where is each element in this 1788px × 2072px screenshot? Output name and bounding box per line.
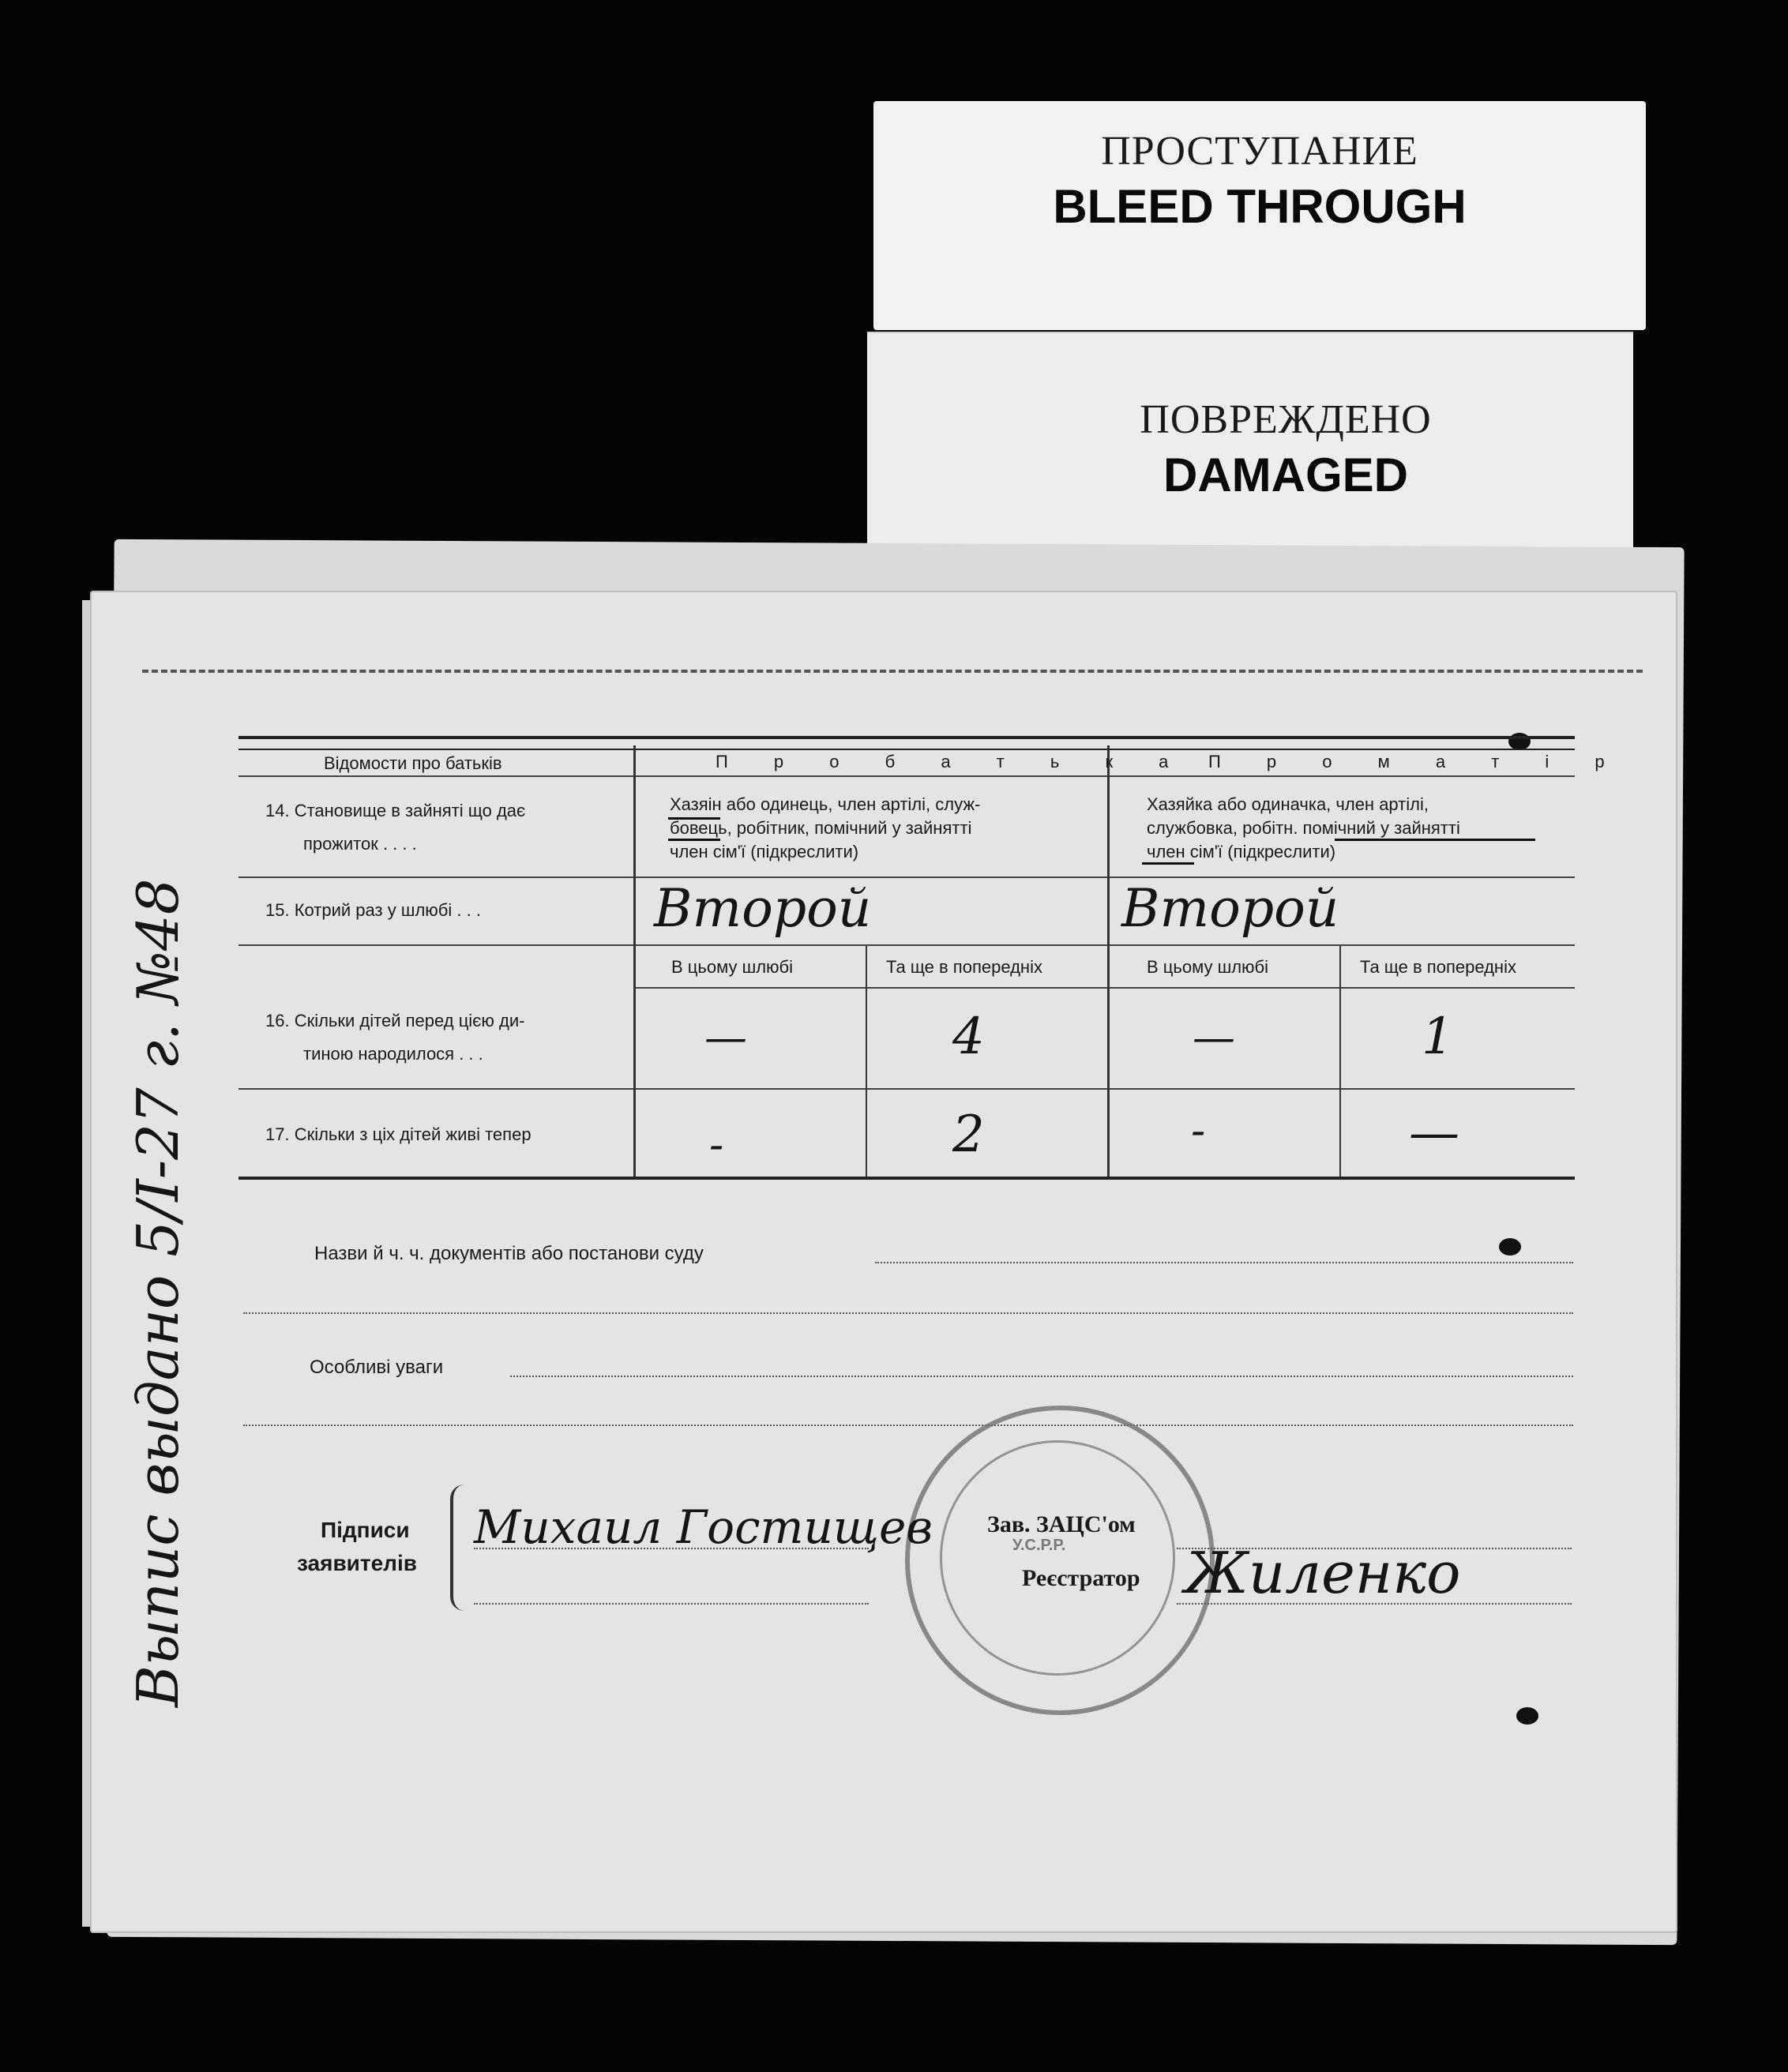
official-stamp bbox=[905, 1406, 1215, 1715]
underline-mark bbox=[1142, 862, 1194, 865]
registrar-label: Реєстратор bbox=[1022, 1565, 1140, 1591]
table-bottom-rule bbox=[239, 1177, 1575, 1180]
stamp-text: У.С.Р.Р. bbox=[1012, 1537, 1066, 1554]
row16-father-this: — bbox=[704, 1012, 747, 1062]
col-divider bbox=[1339, 946, 1341, 1177]
row14-label-cont: прожиток . . . . bbox=[303, 834, 417, 854]
remarks-dotline bbox=[510, 1376, 1573, 1377]
row14-father-line1: Хазяін або одинець, член артілі, служ- bbox=[670, 794, 981, 814]
subheader-mother-prev: Та ще в попередніх bbox=[1360, 957, 1516, 977]
row16-father-prev: 4 bbox=[952, 1008, 985, 1066]
bleed-through-ru: ПРОСТУПАНИЕ bbox=[1101, 129, 1418, 174]
punch-hole bbox=[1499, 1238, 1521, 1256]
row16-label: 16. Скільки дітей перед цією ди- bbox=[265, 1011, 525, 1030]
remarks-label: Особливі уваги bbox=[310, 1357, 444, 1378]
applicant-sign-line-2 bbox=[474, 1603, 869, 1605]
underline-mark bbox=[1335, 839, 1535, 841]
table-top-rule bbox=[239, 736, 1575, 739]
row-divider bbox=[239, 775, 1575, 777]
applicant-signature: Михаил Гостищев bbox=[474, 1500, 933, 1554]
registrar-sign-line bbox=[1177, 1603, 1572, 1605]
underline-mark bbox=[668, 839, 720, 841]
row17-mother-this: - bbox=[1191, 1105, 1206, 1155]
stamp-inner-ring bbox=[940, 1440, 1175, 1676]
row-divider bbox=[239, 876, 1575, 878]
table-header-rule bbox=[239, 749, 1575, 750]
row14-mother-line3: член сім'ї (підкреслити) bbox=[1147, 842, 1336, 861]
row15-label: 15. Котрий раз у шлюбі . . . bbox=[265, 900, 481, 920]
signatures-brace bbox=[450, 1485, 469, 1611]
col-divider bbox=[1107, 745, 1110, 1177]
row17-label: 17. Скільки з ціх дітей живі тепер bbox=[265, 1124, 532, 1144]
registrar-signature: Жиленко bbox=[1185, 1540, 1461, 1606]
underline-mark bbox=[668, 817, 720, 820]
subheader-mother-this: В цьому шлюбі bbox=[1147, 957, 1269, 977]
row16-mother-prev: 1 bbox=[1422, 1008, 1454, 1066]
header-parents-info: Відомости про батьків bbox=[324, 753, 502, 773]
head-label: Зав. ЗАЦС'ом bbox=[987, 1511, 1136, 1537]
documents-dotline bbox=[875, 1262, 1573, 1263]
damaged-ru: ПОВРЕЖДЕНО bbox=[1140, 397, 1432, 442]
row14-father-line2: бовець, робітник, помічний у зайнятті bbox=[670, 818, 972, 838]
row14-father-line3: член сім'ї (підкреслити) bbox=[670, 842, 859, 861]
row17-mother-prev: — bbox=[1409, 1104, 1459, 1162]
documents-label: Назви й ч. ч. документів або постанови суду bbox=[314, 1243, 704, 1264]
bleed-through-card bbox=[873, 101, 1646, 330]
row-divider bbox=[239, 944, 1575, 946]
row15-father-handwriting: Второй bbox=[654, 878, 872, 939]
col-divider bbox=[633, 745, 636, 1177]
signatures-label: Підписи bbox=[321, 1518, 410, 1542]
subheader-father-this: В цьому шлюбі bbox=[671, 957, 794, 977]
row17-father-this: - bbox=[709, 1120, 724, 1169]
perforation-line bbox=[142, 670, 1643, 673]
bleed-through-en: BLEED THROUGH bbox=[1053, 180, 1467, 233]
punch-hole bbox=[1516, 1707, 1538, 1725]
signatures-label-cont: заявителів bbox=[297, 1551, 417, 1575]
row14-label: 14. Становище в зайняті що дає bbox=[265, 801, 526, 820]
subheader-father-prev: Та ще в попередніх bbox=[886, 957, 1042, 977]
damaged-en: DAMAGED bbox=[1163, 449, 1408, 501]
row16-label-cont: тиною народилося . . . bbox=[303, 1044, 483, 1064]
row14-mother-line2: службовка, робітн. помічний у зайнятті bbox=[1147, 818, 1460, 838]
margin-note: Выпис выдано 5/I-27 г. №48 bbox=[125, 878, 191, 1707]
row15-mother-handwriting: Второй bbox=[1121, 878, 1339, 939]
damaged-card bbox=[867, 332, 1633, 562]
applicant-sign-line bbox=[474, 1548, 869, 1549]
documents-dotline-2 bbox=[243, 1312, 1573, 1314]
head-sign-line bbox=[1177, 1548, 1572, 1549]
remarks-dotline-2 bbox=[243, 1424, 1573, 1426]
row-divider bbox=[239, 1088, 1575, 1090]
row14-mother-line1: Хазяйка або одиначка, член артілі, bbox=[1147, 794, 1429, 814]
header-father: П р о б а т ь к а bbox=[716, 752, 1189, 771]
subheader-divider bbox=[635, 987, 1575, 989]
col-divider bbox=[866, 946, 867, 1177]
header-mother: П р о м а т і р bbox=[1208, 752, 1625, 771]
row17-father-prev: 2 bbox=[952, 1105, 985, 1164]
row16-mother-this: — bbox=[1193, 1012, 1235, 1062]
